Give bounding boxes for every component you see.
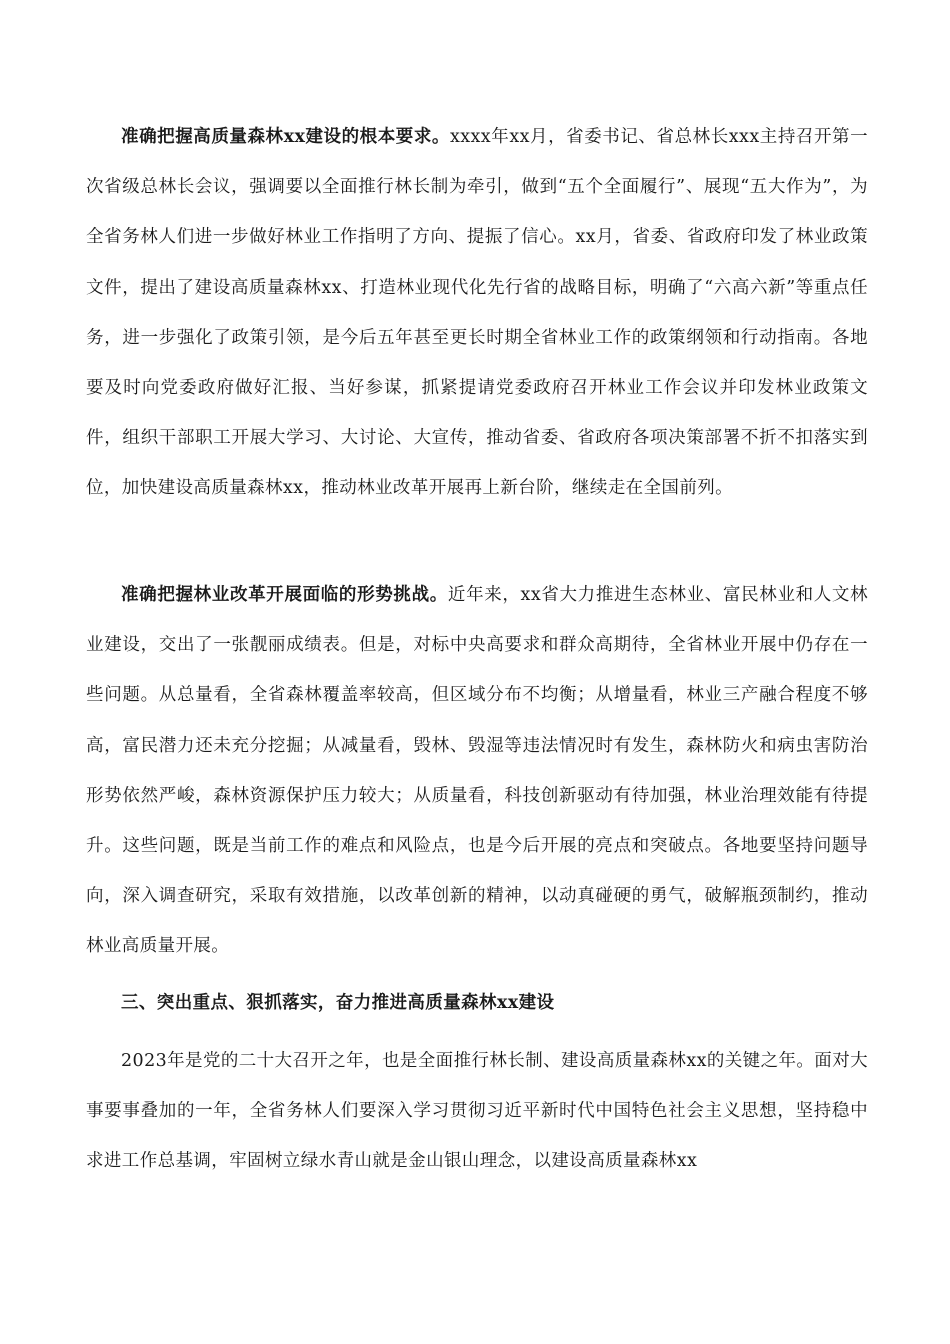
section-heading: 三、突出重点、狠抓落实，奋力推进高质量森林xx建设 [121,993,555,1013]
paragraph-body-text: 2023年是党的二十大召开之年，也是全面推行林长制、建设高质量森林xx的关键之年。面对大事要事叠加的一年，全省务林人们要深入学习贯彻习近平新时代中国特色社会主义思想，坚持稳中求进工作总基调，牢固树立绿水青山就是金山银山理念，以建设高质量森林xx [86,1051,868,1172]
paragraph-lead-heading: 准确把握林业改革开展面临的形势挑战。 [121,585,448,605]
paragraph-body-text: 近年来，xx省大力推进生态林业、富民林业和人文林业建设，交出了一张靓丽成绩表。但是，对标中央高要求和群众高期待，全省林业开展中仍存在一些问题。从总量看，全省森林覆盖率较高，但区域分布不均衡；从增量看，林业三产融合程度不够高，富民潜力还未充分挖掘；从减量看，毁林、毁湿等违法情况时有发生，森林防火和病虫害防治形势依然严峻，森林资源保护压力较大；从质量看，科技创新驱动有待加强，林业治理效能有待提升。这些问题，既是当前工作的难点和风险点，也是今后开展的亮点和突破点。各地要坚持问题导向，深入调查研究，采取有效措施，以改革创新的精神，以动真碰硬的勇气，破解瓶颈制约，推动林业高质量开展。 [86,585,868,957]
paragraph-key-year [86,1036,868,1187]
paragraph-fundamental-requirements [86,112,868,514]
paragraph-body-text: xxxx年xx月，省委书记、省总林长xxx主持召开第一次省级总林长会议，强调要以全面推行林长制为牵引，做到“五个全面履行”、展现“五大作为”，为全省务林人们进一步做好林业工作指明了方向、提振了信心。xx月，省委、省政府印发了林业政策文件，提出了建设高质量森林xx、打造林业现代化先行省的战略目标，明确了“六高六新”等重点任务，进一步强化了政策引领，是今后五年甚至更长时期全省林业工作的政策纲领和行动指南。各地要及时向党委政府做好汇报、当好参谋，抓紧提请党委政府召开林业工作会议并印发林业政策文件，组织干部职工开展大学习、大讨论、大宣传，推动省委、省政府各项决策部署不折不扣落实到位，加快建设高质量森林xx，推动林业改革开展再上新台阶，继续走在全国前列。 [86,127,868,499]
paragraph-lead-heading: 准确把握高质量森林xx建设的根本要求。 [121,127,450,147]
paragraph-challenges [86,570,868,972]
